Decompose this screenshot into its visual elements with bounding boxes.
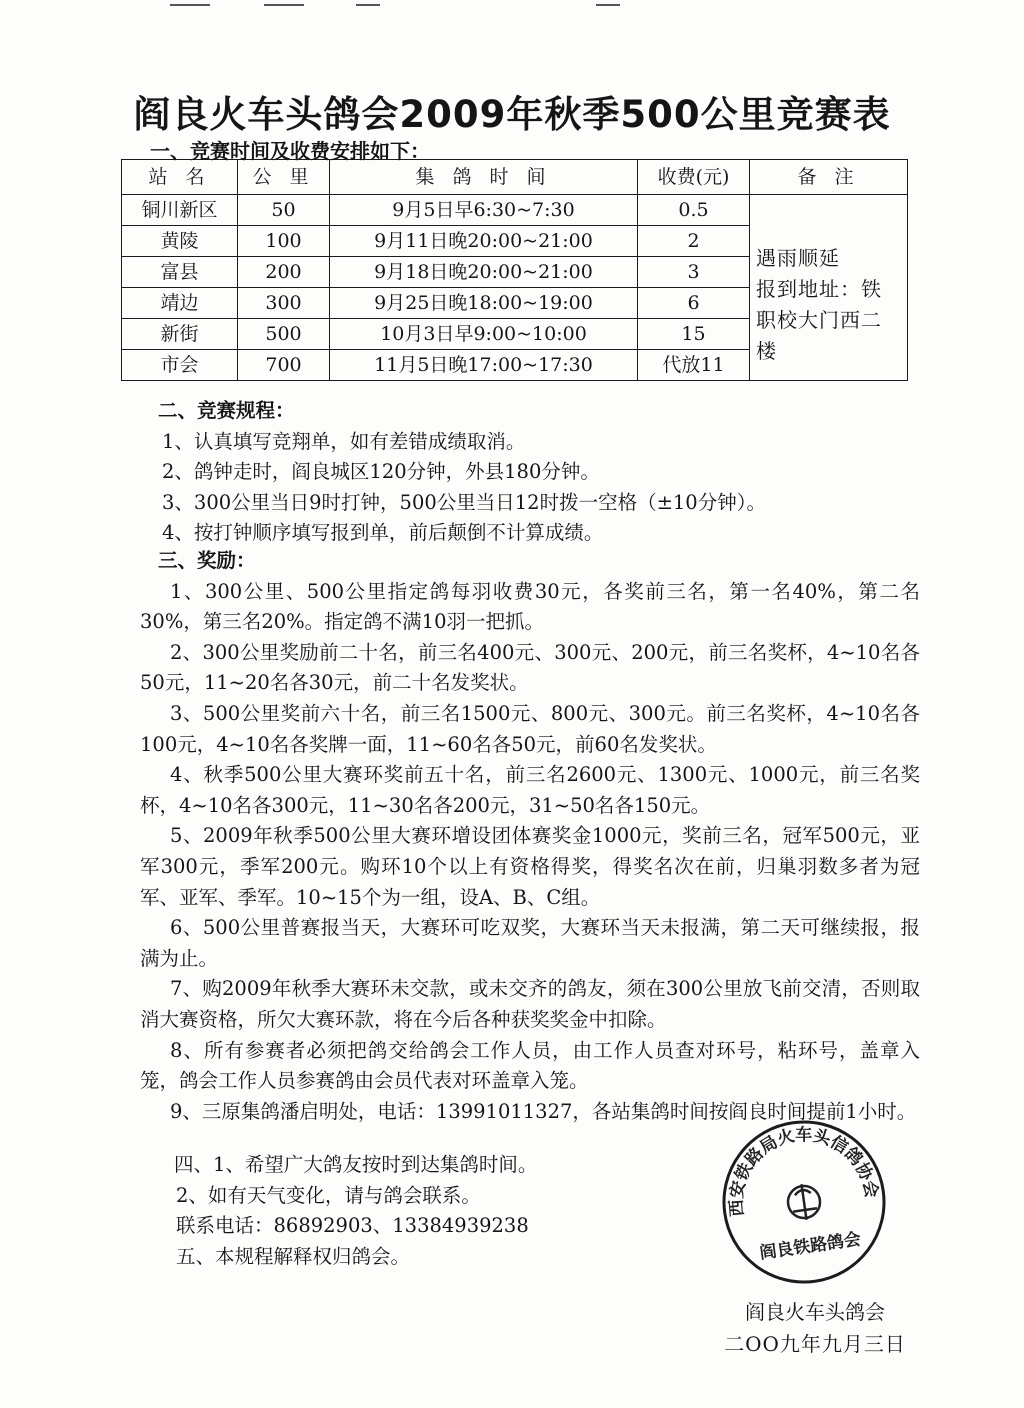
km-cell: 100 xyxy=(238,226,330,257)
seal-bottom-text: 阎良铁路鸽会 xyxy=(758,1229,863,1264)
award-item: 5、2009年秋季500公里大赛环增设团体赛奖金1000元，奖前三名，冠军500元，亚军300元，季军200元。购环10个以上有资格得奖，得奖名次在前，归巢羽数多者为冠军、亚军、季军。10~15个为一组，设A、B、C组。 xyxy=(140,824,920,909)
fee-cell: 代放11 xyxy=(638,350,750,381)
award-item: 9、三原集鸽潘启明处，电话：13991011327，各站集鸽时间按阎良时间提前1小时。 xyxy=(170,1099,917,1123)
fee-cell: 0.5 xyxy=(638,195,750,226)
closing-line: 五、本规程解释权归鸽会。 xyxy=(176,1244,411,1268)
contact-phone: 联系电话：86892903、13384939238 xyxy=(176,1214,529,1238)
km-cell: 200 xyxy=(238,257,330,288)
official-seal xyxy=(709,1107,899,1297)
award-item: 1、300公里、500公里指定鸽每羽收费30元，各奖前三名，第一名40%，第二名30%，第三名20%。指定鸽不满10羽一把抓。 xyxy=(140,579,920,634)
fee-cell: 6 xyxy=(638,288,750,319)
station-cell: 富县 xyxy=(122,257,238,288)
rules-section xyxy=(140,396,920,549)
fee-cell: 3 xyxy=(638,257,750,288)
rule-item: 2、鸽钟走时，阎良城区120分钟，外县180分钟。 xyxy=(162,460,600,484)
scan-marks xyxy=(0,0,1024,14)
awards-section xyxy=(140,546,920,1127)
rules-heading: 二、竞赛规程： xyxy=(158,399,295,422)
time-cell: 9月11日晚20:00~21:00 xyxy=(330,226,638,257)
schedule-header-row xyxy=(122,160,908,195)
col-header-km: 公 里 xyxy=(238,160,330,195)
station-cell: 市会 xyxy=(122,350,238,381)
closing-line: 2、如有天气变化，请与鸽会联系。 xyxy=(176,1183,481,1207)
col-header-note: 备 注 xyxy=(750,160,908,195)
signature-org: 阎良火车头鸽会 xyxy=(745,1300,885,1324)
station-cell: 铜川新区 xyxy=(122,195,238,226)
award-item: 6、500公里普赛报当天，大赛环可吃双奖，大赛环当天未报满，第二天可继续报，报满为止。 xyxy=(140,916,920,970)
railway-emblem-icon xyxy=(786,1182,823,1222)
km-cell: 500 xyxy=(238,319,330,350)
svg-text:西安铁路局火车头信鸽协会 xyxy=(717,1114,883,1219)
time-cell: 9月25日晚18:00~19:00 xyxy=(330,288,638,319)
document-title: 阎良火车头鸽会2009年秋季500公里竞赛表 xyxy=(133,93,891,136)
time-cell: 9月18日晚20:00~21:00 xyxy=(330,257,638,288)
col-header-fee: 收费(元) xyxy=(638,160,750,195)
km-cell: 50 xyxy=(238,195,330,226)
rule-item: 4、按打钟顺序填写报到单，前后颠倒不计算成绩。 xyxy=(162,521,604,545)
closing-line: 四、1、希望广大鸽友按时到达集鸽时间。 xyxy=(174,1153,538,1176)
fee-cell: 2 xyxy=(638,226,750,257)
award-item: 8、所有参赛者必须把鸽交给鸽会工作人员，由工作人员查对环号，粘环号，盖章入笼，鸽会工作人员参赛鸽由会员代表对环盖章入笼。 xyxy=(140,1038,920,1093)
seal-arc-text: 西安铁路局火车头信鸽协会 xyxy=(726,1125,882,1218)
signature-date: 二OO九年九月三日 xyxy=(724,1332,906,1356)
time-cell: 11月5日晚17:00~17:30 xyxy=(330,350,638,381)
table-row xyxy=(122,195,908,226)
note-rain: 遇雨顺延 xyxy=(756,246,840,270)
km-cell: 700 xyxy=(238,350,330,381)
award-item: 3、500公里奖前六十名，前三名1500元、800元、300元。前三名奖杯，4~10名各100元，4~10名各奖牌一面，11~60名各50元，前60名发奖状。 xyxy=(140,701,920,756)
station-cell: 靖边 xyxy=(122,288,238,319)
closing-section xyxy=(140,1150,700,1272)
schedule-table xyxy=(121,159,908,381)
rule-item: 1、认真填写竞翔单，如有差错成绩取消。 xyxy=(162,429,526,453)
time-cell: 9月5日早6:30~7:30 xyxy=(330,195,638,226)
rule-item: 3、300公里当日9时打钟，500公里当日12时拨一空格（±10分钟）。 xyxy=(162,490,766,514)
note-cell xyxy=(750,195,908,381)
station-cell: 黄陵 xyxy=(122,226,238,257)
section-schedule-heading: 一、竞赛时间及收费安排如下： xyxy=(150,139,430,163)
award-item: 7、购2009年秋季大赛环未交款，或未交齐的鸽友，须在300公里放飞前交清，否则取消大赛资格，所欠大赛环款，将在今后各种获奖奖金中扣除。 xyxy=(140,977,920,1031)
col-header-station: 站 名 xyxy=(122,160,238,195)
time-cell: 10月3日早9:00~10:00 xyxy=(330,319,638,350)
col-header-time: 集 鸽 时 间 xyxy=(330,160,638,195)
awards-heading: 三、奖励： xyxy=(158,549,256,572)
km-cell: 300 xyxy=(238,288,330,319)
award-item: 2、300公里奖励前二十名，前三名400元、300元、200元，前三名奖杯，4~10名各50元，11~20名各30元，前二十名发奖状。 xyxy=(140,640,920,695)
station-cell: 新街 xyxy=(122,319,238,350)
fee-cell: 15 xyxy=(638,319,750,350)
note-address: 报到地址：铁职校大门西二楼 xyxy=(756,277,882,363)
award-item: 4、秋季500公里大赛环奖前五十名，前三名2600元、1300元、1000元，前三名奖杯，4~10名各300元，11~30名各200元，31~50名各150元。 xyxy=(140,763,920,817)
